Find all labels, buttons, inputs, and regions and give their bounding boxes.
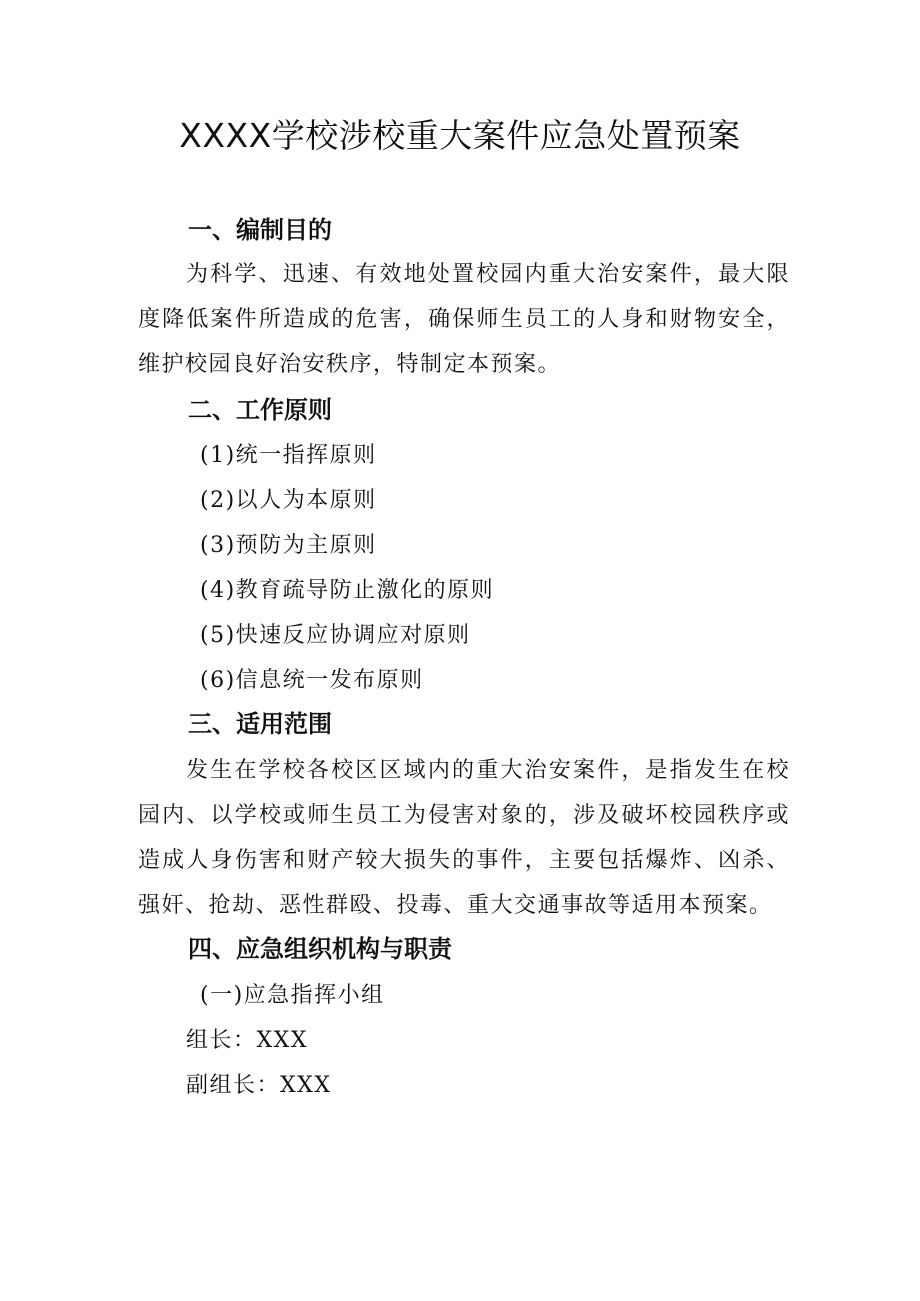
subsection-heading-command-group: (一)应急指挥小组 [200, 983, 385, 1008]
principle-item: (4)教育疏导防止激化的原则 [200, 578, 495, 603]
principle-item: (1)统一指挥原则 [200, 443, 377, 468]
section-heading-scope: 三、适用范围 [188, 710, 332, 738]
group-leader-line: 组长：XXX [186, 1028, 308, 1053]
principle-item: (3)预防为主原则 [200, 533, 377, 558]
section-heading-principles: 二、工作原则 [188, 396, 332, 424]
deputy-leader-line: 副组长：XXX [186, 1073, 332, 1098]
principle-item: (6)信息统一发布原则 [200, 668, 424, 693]
section-heading-organization: 四、应急组织机构与职责 [188, 935, 452, 963]
principle-item: (5)快速反应协调应对原则 [200, 623, 471, 648]
section-body-scope: 发生在学校各校区区域内的重大治安案件，是指发生在校园内、以学校或师生员工为侵害对象的，涉及破坏校园秩序或造成人身伤害和财产较大损失的事件，主要包括爆炸、凶杀、强奸、抢劫、恶性群殴、投毒、重大交通事故等适用本预案。 [138, 758, 790, 918]
section-heading-purpose: 一、编制目的 [188, 216, 332, 244]
principle-item: (2)以人为本原则 [200, 488, 377, 513]
section-body-purpose: 为科学、迅速、有效地处置校园内重大治安案件，最大限度降低案件所造成的危害，确保师生员工的人身和财物安全，维护校园良好治安秩序，特制定本预案。 [138, 262, 790, 377]
document-title: XXXX学校涉校重大案件应急处置预案 [179, 116, 741, 155]
